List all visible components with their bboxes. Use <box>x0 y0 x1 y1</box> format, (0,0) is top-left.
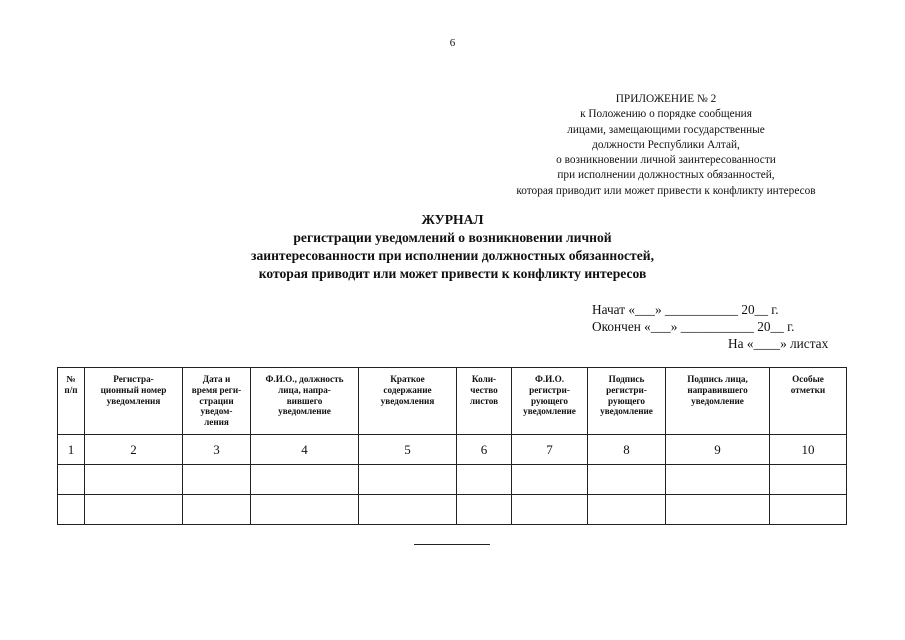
journal-title <box>0 211 905 283</box>
column-number: 5 <box>359 435 457 465</box>
column-header <box>457 368 512 435</box>
column-header <box>183 368 251 435</box>
column-number: 9 <box>666 435 770 465</box>
table-cell <box>251 495 359 525</box>
column-header-label: Регистра- ционный номер уведомления <box>100 374 167 406</box>
table-cell <box>251 465 359 495</box>
column-header-label: Ф.И.О. регистри- рующего уведомление <box>523 374 576 417</box>
column-number: 3 <box>183 435 251 465</box>
column-number: 7 <box>512 435 588 465</box>
column-number: 1 <box>58 435 85 465</box>
appendix-line: лицами, замещающими государственные <box>567 123 765 136</box>
appendix-header <box>480 92 852 199</box>
table-cell <box>85 495 183 525</box>
table-cell <box>85 465 183 495</box>
table-cell <box>588 495 666 525</box>
table-row <box>58 465 847 495</box>
column-header <box>359 368 457 435</box>
column-header <box>512 368 588 435</box>
column-number: 4 <box>251 435 359 465</box>
journal-title-line: которая приводит или может привести к конфликту интересов <box>258 266 647 281</box>
table-cell <box>359 465 457 495</box>
appendix-line: ПРИЛОЖЕНИЕ № 2 <box>615 93 717 105</box>
column-header-label: Подпись регистри- рующего уведомление <box>600 374 653 417</box>
column-header <box>251 368 359 435</box>
date-started: Начат «___» ___________ 20__ г. <box>592 302 779 317</box>
table-cell <box>770 465 847 495</box>
journal-title-line: регистрации уведомлений о возникновении личной <box>293 230 612 245</box>
table-cell <box>183 465 251 495</box>
table-cell <box>58 495 85 525</box>
column-number: 2 <box>85 435 183 465</box>
sheet-count: На «____» листах <box>728 336 829 351</box>
column-number: 6 <box>457 435 512 465</box>
column-number-row <box>58 435 847 465</box>
journal-title-line: заинтересованности при исполнении должностных обязанностей, <box>250 248 655 263</box>
journal-table <box>57 367 847 525</box>
column-header-label: Ф.И.О., должность лица, напра- вившего уведомление <box>265 374 344 417</box>
table-cell <box>588 465 666 495</box>
table-row <box>58 495 847 525</box>
column-header <box>666 368 770 435</box>
date-finished: Окончен «___» ___________ 20__ г. <box>592 319 795 334</box>
appendix-line: которая приводит или может привести к конфликту интересов <box>516 184 816 197</box>
table-cell <box>666 495 770 525</box>
column-header <box>588 368 666 435</box>
column-header-label: Подпись лица, направившего уведомление <box>687 374 748 406</box>
page-number: 6 <box>449 37 456 49</box>
table-cell <box>359 495 457 525</box>
appendix-line: о возникновении личной заинтересованности <box>556 154 776 167</box>
table-cell <box>512 495 588 525</box>
appendix-line: должности Республики Алтай, <box>592 138 740 151</box>
column-number: 8 <box>588 435 666 465</box>
table-cell <box>457 495 512 525</box>
table-cell <box>457 465 512 495</box>
column-header-label: № п/п <box>64 374 78 395</box>
column-header <box>58 368 85 435</box>
table-cell <box>770 495 847 525</box>
column-header-label: Коли- чество листов <box>469 374 499 406</box>
table-cell <box>666 465 770 495</box>
column-header-label: Особые отметки <box>790 374 826 395</box>
column-header <box>85 368 183 435</box>
table-cell <box>58 465 85 495</box>
appendix-line: к Положению о порядке сообщения <box>580 108 752 121</box>
table-cell <box>183 495 251 525</box>
journal-title-line: ЖУРНАЛ <box>421 212 484 227</box>
divider-line <box>414 544 490 545</box>
appendix-line: при исполнении должностных обязанностей, <box>557 169 775 182</box>
column-header-label: Дата и время реги- страции уведом- ления <box>191 374 242 428</box>
table-cell <box>512 465 588 495</box>
column-header-label: Краткое содержание уведомления <box>380 374 435 406</box>
table-header-row <box>58 368 847 435</box>
column-number: 10 <box>770 435 847 465</box>
column-header <box>770 368 847 435</box>
